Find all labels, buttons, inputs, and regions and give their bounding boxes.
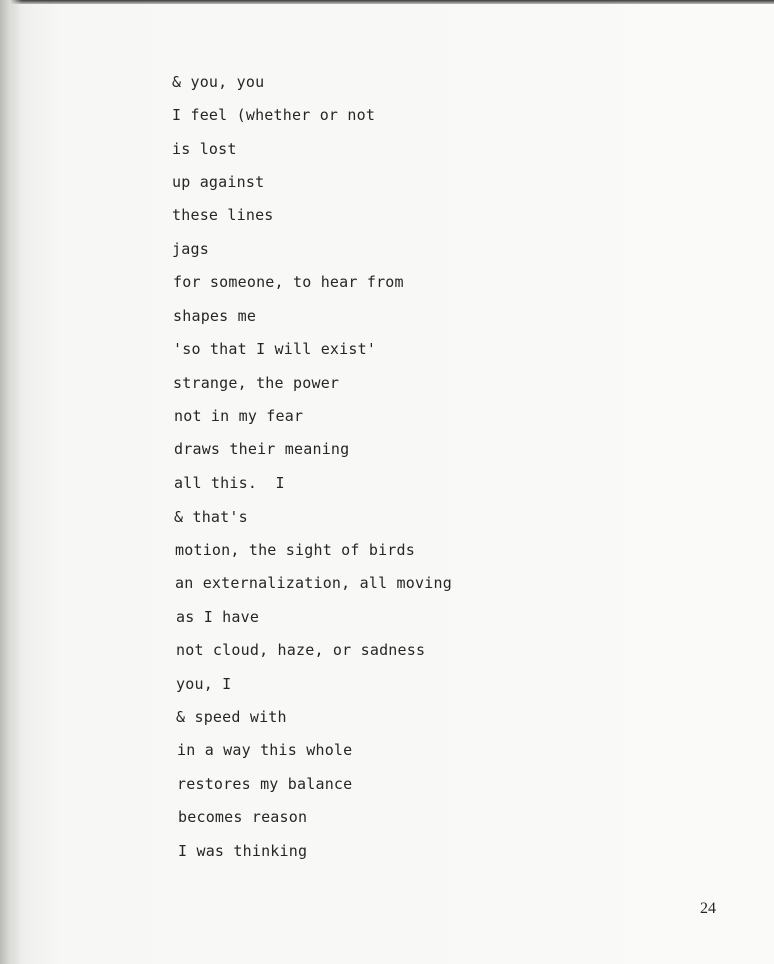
poem-line: jags <box>172 240 209 258</box>
poem-line: as I have <box>176 608 260 626</box>
poem-line: an externalization, all moving <box>175 574 452 592</box>
poem-line: & that's <box>174 508 248 526</box>
poem-line: not in my fear <box>174 407 304 425</box>
poem-line: shapes me <box>173 307 257 325</box>
poem-line: you, I <box>176 675 232 693</box>
poem-line: is lost <box>172 140 237 158</box>
poem-line: these lines <box>172 206 274 224</box>
poem-line: I was thinking <box>178 842 308 860</box>
poem-line: draws their meaning <box>174 440 350 458</box>
page-number: 24 <box>700 900 716 917</box>
poem-line: I feel (whether or not <box>172 106 376 124</box>
poem-line: for someone, to hear from <box>173 273 404 291</box>
poem-line: & speed with <box>176 708 287 726</box>
poem-line: not cloud, haze, or sadness <box>176 641 426 659</box>
poem-line: all this. I <box>174 474 285 492</box>
poem-line: becomes reason <box>178 808 308 826</box>
poem-line: in a way this whole <box>177 741 353 759</box>
poem-line: motion, the sight of birds <box>175 541 415 559</box>
poem-line: restores my balance <box>177 775 353 793</box>
poem-line: & you, you <box>172 73 265 91</box>
poem-line: 'so that I will exist' <box>173 340 377 358</box>
poem-line: strange, the power <box>173 374 340 392</box>
poem-line: up against <box>172 173 265 191</box>
